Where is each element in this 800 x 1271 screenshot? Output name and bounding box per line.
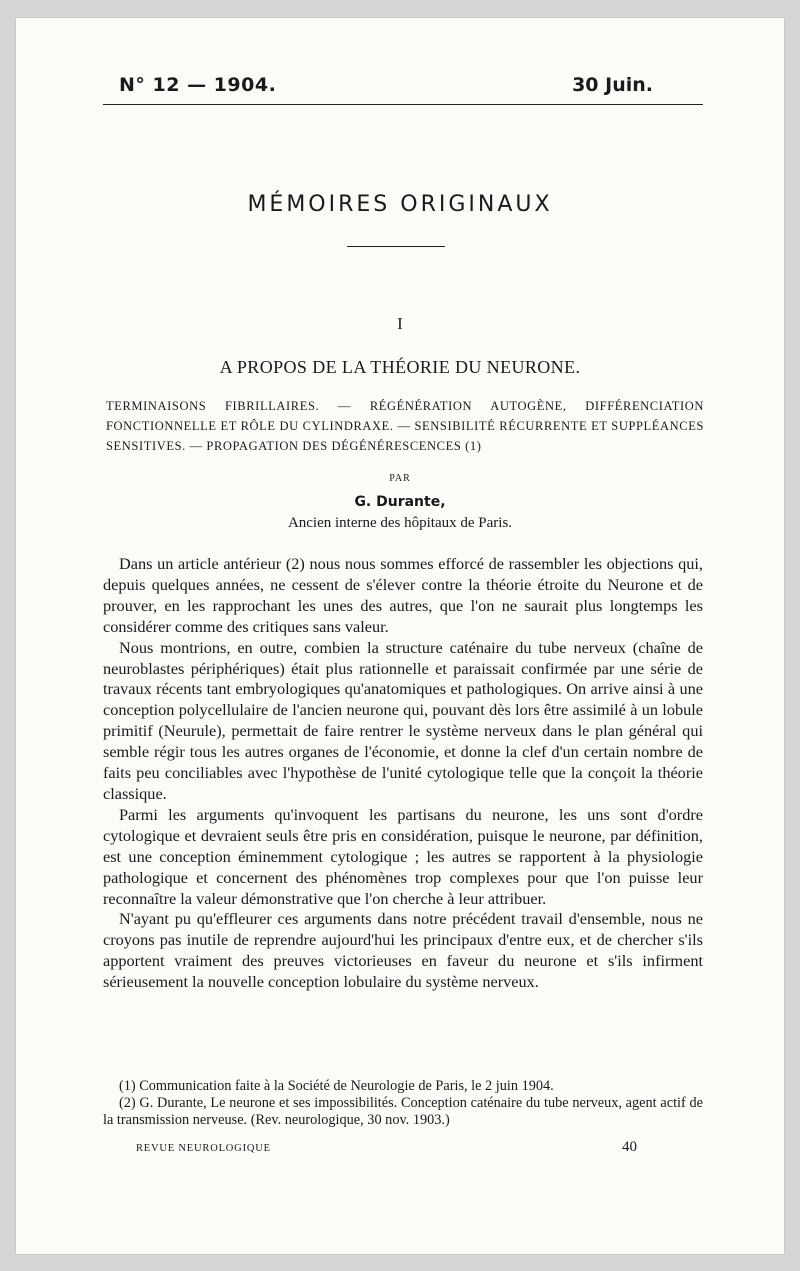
body-paragraph: N'ayant pu qu'effleurer ces arguments dans notre précédent travail d'ensemble, nous ne croyons pas inutile de reprendre aujourd'hui les principaux d'entre eux, et de chercher s'ils apportent vraiment des preuves victorieuses en faveur du neurone et s'ils infirment sérieusement la nouvelle conception lobulaire du système nerveux. xyxy=(103,909,703,992)
journal-footer: REVUE NEUROLOGIQUE xyxy=(136,1143,271,1154)
footnotes xyxy=(103,1078,703,1129)
issue-date: 30 Juin. xyxy=(572,74,653,96)
body-paragraph: Nous montrions, en outre, combien la structure caténaire du tube nerveux (chaîne de neuroblastes périphériques) était plus rationnelle et paraissait confirmée par une série de travaux récents tant embryologiques qu'anatomiques et pathologiques. On arrive ainsi à une conception polycellulaire de l'ancien neurone qui, pouvant dès lors être assimilé à un lobule primitif (Neurule), permettait de faire rentrer le système nerveux dans le plan général qui semble régir tous les autres organes de l'économie, et donne la clef d'un certain nombre de faits peu conciliables avec l'hypothèse de l'unité cytologique telle que la conçoit la théorie classique. xyxy=(103,637,703,803)
body-paragraph: Parmi les arguments qu'invoquent les partisans du neurone, les uns sont d'ordre cytologique et devraient seuls être pris en considération, puisque le neurone, par définition, est une conception éminemment cytologique ; les autres se rapportent à la physiologie pathologique et concernent des phénomènes trop complexes pour que l'on puisse leur reconnaître la valeur démonstrative que l'on cherche à leur attribuer. xyxy=(103,804,703,908)
issue-number: N° 12 — 1904. xyxy=(119,74,277,96)
page-number: 40 xyxy=(622,1139,637,1155)
footnote-1: (1) Communication faite à la Société de Neurologie de Paris, le 2 juin 1904. xyxy=(119,1078,554,1094)
article-title: A PROPOS DE LA THÉORIE DU NEURONE. xyxy=(219,357,581,377)
section-title: MÉMOIRES ORIGINAUX xyxy=(247,192,553,217)
byline-par: PAR xyxy=(389,473,411,484)
article-body xyxy=(103,554,703,993)
section-rule xyxy=(347,246,445,247)
article-subtitle: TERMINAISONS FIBRILLAIRES. — RÉGÉNÉRATION AUTOGÈNE, DIFFÉRENCIATION FONCTIONNELLE ET RÔLE DU CYLINDRAXE. — SENSIBILITÉ RÉCURRENTE ET SUPPLÉANCES SENSITIVES. — PROPAGATION DES DÉGÉNÉRESCENCES (1) xyxy=(106,399,704,453)
footnote-2: (2) G. Durante, Le neurone et ses impossibilités. Conception caténaire du tube nerveux, agent actif de la transmission nerveuse. (Rev. neurologique, 30 nov. 1903.) xyxy=(103,1095,703,1128)
author-affiliation: Ancien interne des hôpitaux de Paris. xyxy=(287,515,513,531)
author-name: G. Durante, xyxy=(354,494,446,510)
article-numeral: I xyxy=(397,314,403,333)
body-paragraph: Dans un article antérieur (2) nous nous sommes efforcé de rassembler les objections qui, depuis quelques années, ne cessent de s'élever contre la théorie étroite du Neurone et de prouver, en les rapprochant les unes des autres, que l'on ne saurait plus longtemps les considérer comme des critiques sans valeur. xyxy=(103,554,703,636)
page-header xyxy=(103,60,703,105)
